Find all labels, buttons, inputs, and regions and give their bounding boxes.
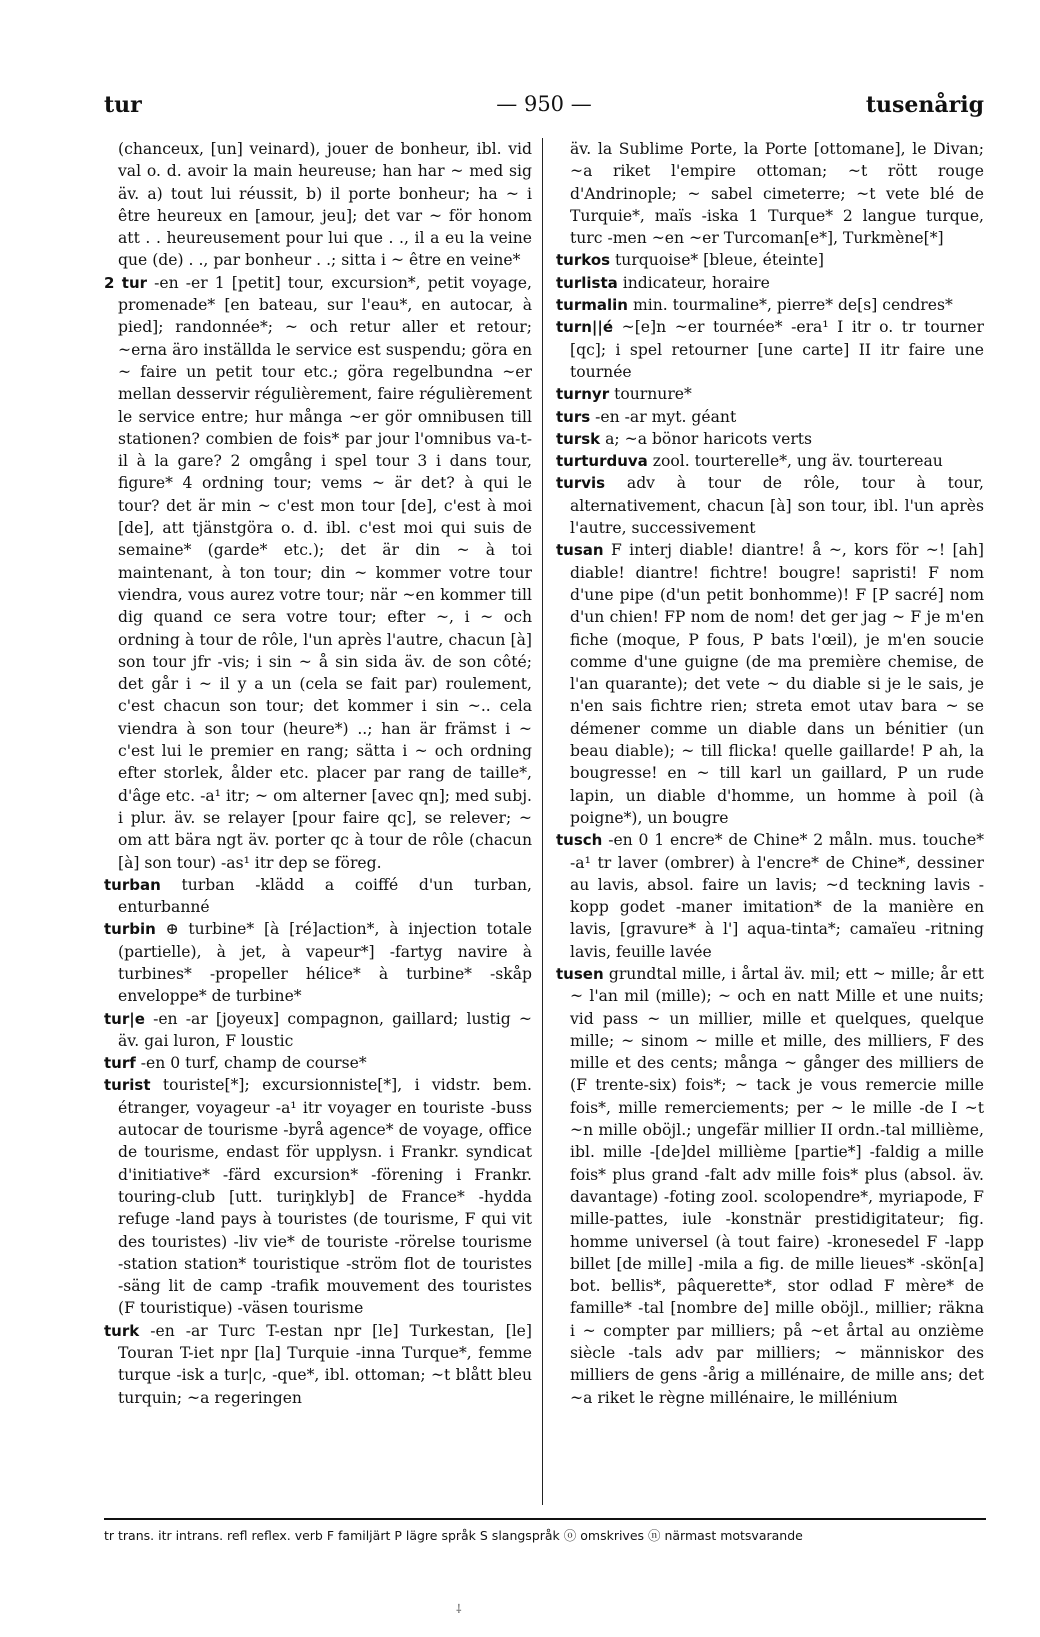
headword: turmalin: [556, 296, 628, 315]
entry-text: touriste[*]; excursionniste[*], i vidstr. bem. étranger, voyageur -a¹ itr voyager en touriste -buss autocar de tourisme -byrå agence* de voyage, office de tourisme, endast för upplysn. i Frankr. syndicat d'initiative* -färd excursion* -förening i Frankr. touring-club [utt. turiŋklyb] de France* -hydda refuge -land pays à touristes (de tourisme, F qui vit des touristes) -liv vie* de touriste -rörelse tourisme -station station* touristique -ström flot de touristes -säng lit de camp -trafik mouvement des touristes (F touristique) -väsen tourisme: [118, 1076, 532, 1318]
headword: turist: [104, 1076, 151, 1095]
headword: tusan: [556, 541, 604, 560]
dictionary-entry: [556, 272, 984, 294]
headword: turnyr: [556, 385, 610, 404]
print-mark: ⸸: [456, 1602, 462, 1616]
headword: 2 tur: [104, 273, 148, 292]
entry-text: -en -ar [joyeux] compagnon, gaillard; lustig ~ äv. gai luron, F loustic: [118, 1009, 532, 1050]
dictionary-entry: [556, 963, 984, 1409]
headword: tusen: [556, 964, 604, 983]
abbreviation-legend: tr trans. itr intrans. refl reflex. verb F familjärt P lägre språk S slangspråk ⓞ omskrives ⓝ närmast motsvarande: [104, 1528, 803, 1543]
dictionary-entry: [556, 138, 984, 249]
entry-text: adv à tour de rôle, tour à tour, alternativement, chacun [à] son tour, ibl. l'un après l'autre, successivement: [570, 474, 984, 538]
dictionary-entry: [104, 138, 532, 272]
dictionary-entry: [556, 294, 984, 316]
entry-text: -en -er 1 [petit] tour, excursion*, petit voyage, promenade* [en bateau, sur l'eau*, en autocar, à pied]; randonnée*; ~ och retur aller et retour; ~erna äro inställda le service est suspendu; göra en ~ faire un petit tour etc.; göra regelbundna ~er mellan desservir régulièrement, faire régulièrement le service entre; hur många ~er gör omnibusen till stationen? combien de fois* par jour l'omnibus va-t-il à la gare? 2 omgång i spel tour 3 i dans tour, figure* 4 ordning tour; vems ~ är det? à qui le tour? det är min ~ c'est mon tour [de], c'est à moi [de], att tjänstgöra o. d. ibl. c'est moi qui suis de semaine* (garde* etc.); det är din ~ à toi maintenant, à ton tour; din ~ kommer votre tour viendra, vous aurez votre tour; när ~en kommer till dig quand ce sera votre tour; efter ~, i ~ och ordning à tour de rôle, l'un après l'autre, chacun [à] son tour jfr -vis; i sin ~ å sin sida äv. de son côté; det går i ~ il y a un (cela se fait par) roulement, c'est chacun son tour; det kommer i sin ~.. cela viendra à son tour (heure*) ..; han är främst i ~ c'est lui le premier en rang; sätta i ~ och ordning efter storlek, ålder etc. placer par rang de taille*, d'âge etc. -a¹ itr; ~ om alterner [avec qn]; med subj. i plur. äv. se relayer [pour faire qc], se relever; ~ om att bära ngt äv. porter qc à tour de rôle (chacun [à] son tour) -as¹ itr dep se föreg.: [118, 273, 532, 872]
running-head-right: tusenårig: [865, 92, 984, 118]
headword: turban: [104, 875, 161, 894]
headword: turn||é: [556, 318, 614, 337]
entry-text: -en 0 1 encre* de Chine* 2 måln. mus. touche* -a¹ tr laver (ombrer) à l'encre* de Chine*, dessiner au lavis, absol. faire un lavis; ~d teckning lavis -kopp godet -maner imitation* de la manière en lavis, [gravure* à l'] aqua-tinta*; camaïeu -ritning lavis, feuille lavée: [570, 831, 984, 961]
entry-text: -en -ar Turc T-estan npr [le] Turkestan, [le] Touran T-iet npr [la] Turquie -inna Turque*, femme turque -isk a tur|c, -que*, ibl. ottoman; ~t blått bleu turquin; ~a regeringen: [118, 1321, 532, 1407]
dictionary-entry: [104, 918, 532, 1007]
entry-text: ⊕ turbine* [à [ré]action*, à injection totale (partielle), à jet, à vapeur*] -fartyg navire à turbines* -propeller hélice* à turbine* -skåp enveloppe* de turbine*: [118, 920, 532, 1006]
page-number: — 950 —: [496, 92, 592, 116]
dictionary-entry: [556, 829, 984, 963]
entry-text: zool. tourterelle*, ung äv. tourtereau: [652, 452, 943, 471]
dictionary-entry: [104, 1320, 532, 1409]
headword: tur|e: [104, 1009, 145, 1028]
dictionary-entry: [556, 406, 984, 428]
headword: turbin: [104, 920, 156, 939]
page-header: [104, 92, 984, 124]
entry-text: a; ~a bönor haricots verts: [605, 429, 813, 448]
left-column: [104, 138, 532, 1409]
running-head-left: tur: [104, 92, 142, 118]
headword: turkos: [556, 251, 611, 270]
headword: turturduva: [556, 452, 648, 471]
right-column: [556, 138, 984, 1409]
entry-text: grundtal mille, i årtal äv. mil; ett ~ mille; år ett ~ l'an mil (mille); ~ och en natt Mille et une nuits; vid pass ~ un millier, mille et quelques, quelque mille; ~ sinom ~ mille et mille, des milliers, F des mille et des cents; många ~ gånger des milliers de (F trente-six) fois*; ~ tack je vous remercie mille fois*, mille remerciements; per ~ le mille -de I ~t ~n mille oböjl.; ungefär millier II ordn.-tal millième, ibl. mille -[de]del millième [partie*] -faldig a mille fois* plus grand -falt adv mille fois* plus (absol. äv. davantage) -foting zool. scolopendre*, myriapode, F mille-pattes, iule -konstnär prestidigitateur; fig. homme universel (à tout faire) -kronesedel F -lapp billet [de mille] -mila a fig. de mille lieues* -skön[a] bot. bellis*, pâquerette*, stor odlad F mère* de famille* -tal [nombre de] mille oböjl., millier; räkna i ~ compter par milliers; på ~et årtal au onzième siècle -tals adv par milliers; ~ människor des milliers de gens -årig a millénaire, de mille ans; det ~a riket le règne millénaire, le millénium: [570, 964, 984, 1407]
headword: tusch: [556, 831, 603, 850]
entry-text: turquoise* [bleue, éteinte]: [615, 251, 824, 270]
entry-text: ~[e]n ~er tournée* -era¹ I itr o. tr tourner [qc]; i spel retourner [une carte] II itr faire une tournée: [570, 318, 984, 381]
headword: turf: [104, 1054, 136, 1073]
dictionary-entry: [556, 472, 984, 539]
footer-rule: [104, 1518, 986, 1520]
entry-text: äv. la Sublime Porte, la Porte [ottomane], le Divan; ~a riket l'empire ottoman; ~t rött rouge d'Andrinople; ~ sabel cimeterre; ~t vete blé de Turquie*, maïs -iska 1 Turque* 2 langue turque, turc -men ~en ~er Turcoman[e*], Turkmène[*]: [570, 140, 984, 248]
dictionary-entry: [104, 1052, 532, 1074]
dictionary-entry: [556, 539, 984, 829]
column-divider: [542, 138, 543, 1505]
dictionary-entry: [104, 1074, 532, 1319]
headword: turlista: [556, 273, 618, 292]
dictionary-entry: [556, 249, 984, 271]
entry-text: -en 0 turf, champ de course*: [140, 1054, 367, 1073]
headword: turk: [104, 1321, 140, 1340]
entry-text: (chanceux, [un] veinard), jouer de bonheur, ibl. vid val o. d. avoir la main heureuse; han har ~ med sig äv. a) tout lui réussit, b) il porte bonheur; ha ~ i être heureux en [amour, jeu]; det var ~ för honom att . . heureusement pour lui que . ., il a eu la veine que (de) . ., par bonheur . .; sitta i ~ être en veine*: [118, 140, 532, 270]
dictionary-entry: [556, 428, 984, 450]
dictionary-entry: [104, 874, 532, 919]
dictionary-entry: [104, 1008, 532, 1053]
headword: turs: [556, 407, 591, 426]
entry-text: min. tourmaline*, pierre* de[s] cendres*: [632, 296, 953, 315]
dictionary-entry: [556, 316, 984, 383]
dictionary-entry: [556, 450, 984, 472]
entry-text: turban -klädd a coiffé d'un turban, enturbanné: [118, 875, 532, 917]
entry-text: tournure*: [614, 385, 692, 404]
entry-text: indicateur, horaire: [622, 273, 770, 292]
headword: turvis: [556, 474, 606, 493]
entry-text: F interj diable! diantre! å ~, kors för ~! [ah] diable! diantre! fichtre! bougre! sapristi! F nom d'une pipe (d'un petit bonhomme)! F [P sacré] nom d'un chien! FP nom de nom! det ger jag ~ F je m'en fiche (moque, P fous, P bats l'œil), je m'en soucie comme d'une guigne (de ma première chemise, de l'an quarante); det vete ~ du diable si je le sais, je n'en sais fichtre rien; streta emot utav bara ~ se démener comme un diable dans un bénitier (un beau diable); ~ till flicka! quelle gaillarde! P ah, la bougresse! en ~ till karl un gaillard, P un rude lapin, un diable d'homme, un homme à poil (à poigne*), un bougre: [570, 541, 984, 827]
entry-text: -en -ar myt. géant: [595, 407, 737, 426]
dictionary-entry: [104, 272, 532, 874]
dictionary-entry: [556, 383, 984, 405]
headword: tursk: [556, 429, 601, 448]
